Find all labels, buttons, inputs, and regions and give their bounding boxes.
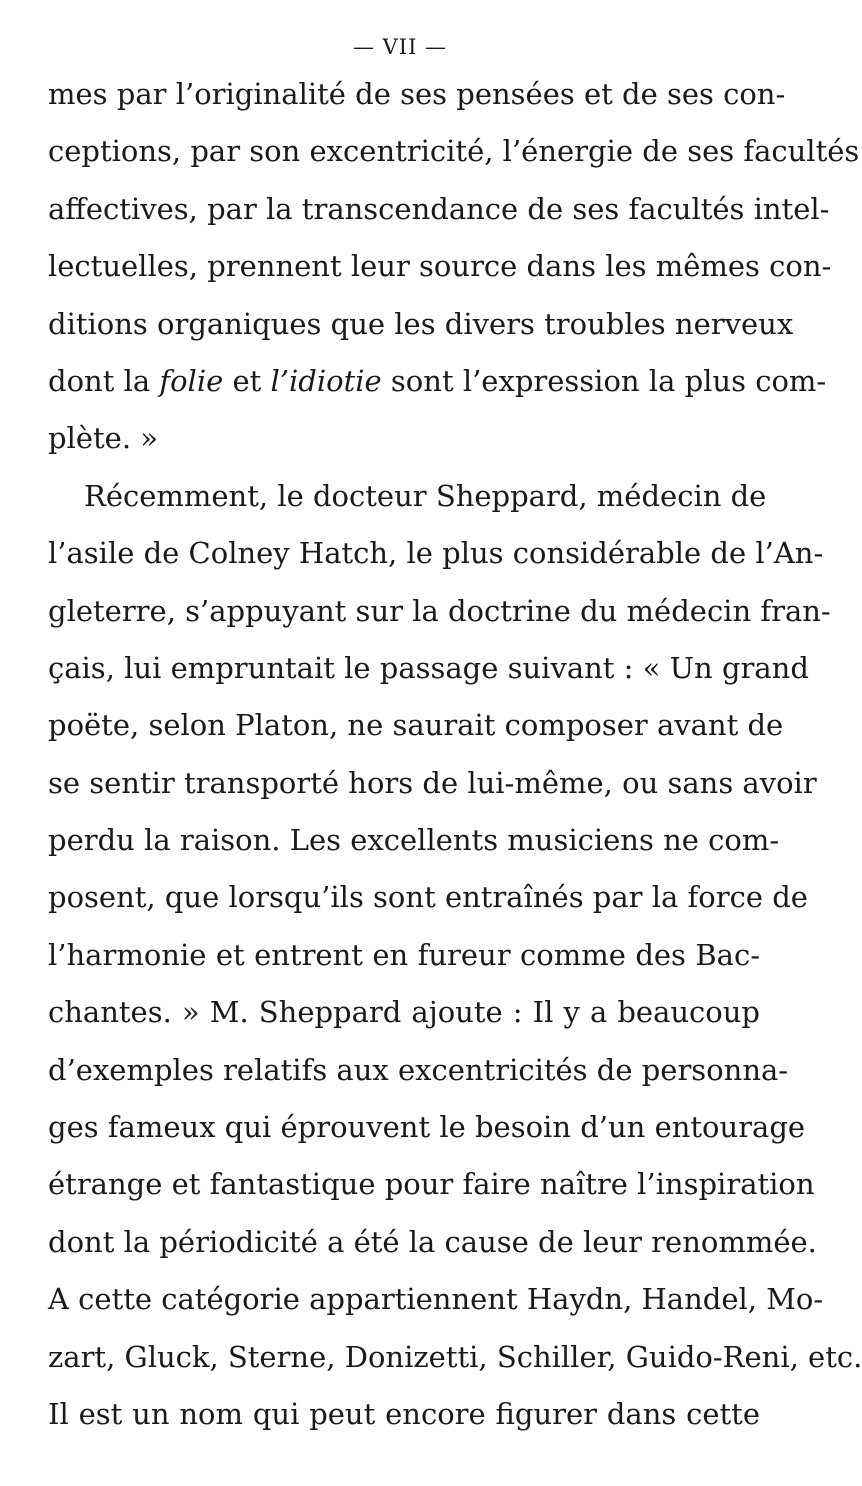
text-line: chantes. » M. Sheppard ajoute : Il y a beaucoup [48, 995, 760, 1030]
text-line: ditions organiques que les divers troubles nerveux [48, 306, 794, 341]
text-line [48, 353, 827, 410]
text-line: A cette catégorie appartiennent Haydn, Handel, Mo- [48, 1282, 824, 1317]
page-number-header: — VII — [352, 35, 448, 59]
italic-term: folie [159, 363, 224, 398]
text-line: perdu la raison. Les excellents musiciens ne com- [48, 823, 780, 858]
text-line: ges fameux qui éprouvent le besoin d’un entourage [48, 1110, 806, 1145]
text-segment: sont l’expression la plus com- [381, 363, 827, 398]
text-line: çais, lui empruntait le passage suivant : « Un grand [48, 650, 809, 685]
text-line: posent, que lorsqu’ils sont entraînés par la force de [48, 880, 808, 915]
text-line: poëte, selon Platon, ne saurait composer avant de [48, 708, 784, 743]
text-line: affectives, par la transcendance de ses facultés intel- [48, 191, 830, 226]
text-line: Récemment, le docteur Sheppard, médecin de [84, 478, 767, 513]
text-line: ceptions, par son excentricité, l’énergie de ses facultés [48, 134, 860, 169]
text-line: étrange et fantastique pour faire naître l’inspiration [48, 1167, 815, 1202]
text-line: se sentir transporté hors de lui-même, ou sans avoir [48, 765, 817, 800]
text-line: dont la périodicité a été la cause de leur renommée. [48, 1224, 817, 1259]
paragraph [48, 66, 860, 468]
text-line: l’harmonie et entrent en fureur comme des Bac- [48, 937, 760, 972]
text-line: l’asile de Colney Hatch, le plus considérable de l’An- [48, 536, 824, 571]
text-line: gleterre, s’appuyant sur la doctrine du médecin fran- [48, 593, 831, 628]
body-text [48, 66, 862, 1443]
italic-term: l’idiotie [270, 363, 382, 398]
text-segment: dont la [48, 363, 160, 398]
text-segment: et [223, 363, 271, 398]
text-line: zart, Gluck, Sterne, Donizetti, Schiller, Guido-Reni, etc. [48, 1339, 862, 1374]
text-line: plète. » [48, 421, 158, 456]
text-line: d’exemples relatifs aux excentricités de personna- [48, 1052, 789, 1087]
text-line: lectuelles, prennent leur source dans les mêmes con- [48, 249, 832, 284]
paragraph [48, 468, 862, 1444]
text-line: mes par l’originalité de ses pensées et de ses con- [48, 77, 786, 111]
text-line: Il est un nom qui peut encore figurer dans cette [48, 1396, 760, 1431]
